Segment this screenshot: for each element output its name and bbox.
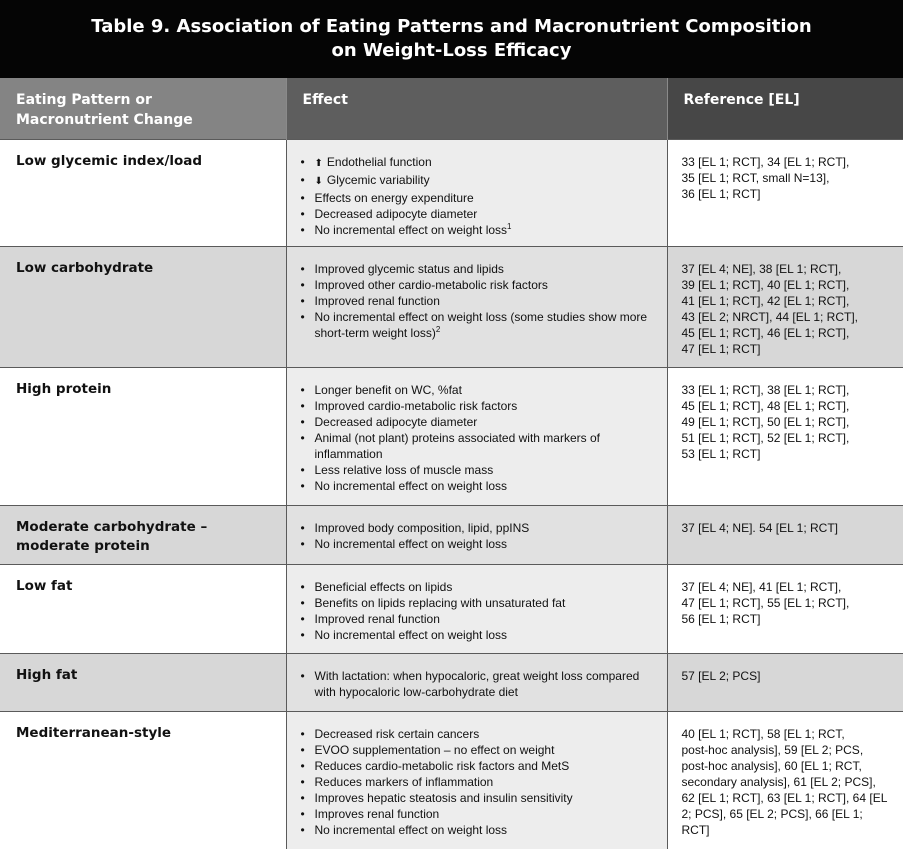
effect-item — [301, 520, 655, 536]
effect-text: Effects on energy expenditure — [314, 191, 474, 205]
effect-list — [301, 154, 655, 238]
reference-cell — [667, 654, 903, 712]
effect-cell — [286, 506, 667, 565]
effect-text: Reduces markers of inflammation — [314, 775, 494, 789]
reference-line: 62 [EL 1; RCT], 63 [EL 1; RCT], 64 [EL — [681, 791, 888, 805]
effect-item — [301, 758, 655, 774]
effect-text: Decreased risk certain cancers — [314, 727, 480, 741]
effect-item — [301, 726, 655, 742]
effect-text: Improved other cardio-metabolic risk factors — [314, 278, 548, 292]
effect-list — [301, 261, 655, 341]
eating-pattern-cell: Mediterranean-style — [0, 712, 286, 849]
reference-cell — [667, 506, 903, 565]
header-eating-pattern-line-2: Macronutrient Change — [16, 112, 193, 128]
effect-text: No incremental effect on weight loss (some studies show more short-term weight loss) — [314, 310, 648, 340]
effect-text: No incremental effect on weight loss — [314, 223, 508, 237]
reference-line: 36 [EL 1; RCT] — [681, 187, 761, 201]
table-row — [0, 247, 903, 368]
reference-line: 35 [EL 1; RCT, small N=13], — [681, 171, 830, 185]
effect-item — [301, 627, 655, 643]
arrow-up-icon: ⬆ — [314, 158, 323, 169]
effect-text: Improved glycemic status and lipids — [314, 262, 504, 276]
reference-line: 33 [EL 1; RCT], 38 [EL 1; RCT], — [681, 383, 850, 397]
effect-item — [301, 172, 655, 190]
effect-item — [301, 536, 655, 552]
effect-item — [301, 822, 655, 838]
effect-text: Improves hepatic steatosis and insulin sensitivity — [314, 791, 573, 805]
table-title-line-2: on Weight-Loss Efficacy — [331, 40, 572, 61]
table-row — [0, 506, 903, 565]
table-row — [0, 712, 903, 849]
effect-cell — [286, 247, 667, 368]
effect-item — [301, 462, 655, 478]
reference-line: 37 [EL 4; NE], 41 [EL 1; RCT], — [681, 580, 842, 594]
reference-line: post-hoc analysis], 60 [EL 1; RCT, — [681, 759, 862, 773]
effect-item — [301, 222, 655, 238]
effect-item — [301, 154, 655, 172]
effect-item — [301, 611, 655, 627]
effect-item — [301, 382, 655, 398]
effect-item — [301, 790, 655, 806]
table-row — [0, 565, 903, 654]
effect-text: No incremental effect on weight loss — [314, 537, 508, 551]
header-effect: Effect — [286, 78, 667, 140]
effect-text: Benefits on lipids replacing with unsaturated fat — [314, 596, 566, 610]
reference-line: 39 [EL 1; RCT], 40 [EL 1; RCT], — [681, 278, 850, 292]
reference-line: 41 [EL 1; RCT], 42 [EL 1; RCT], — [681, 294, 850, 308]
reference-cell — [667, 247, 903, 368]
effect-cell — [286, 654, 667, 712]
reference-line: 51 [EL 1; RCT], 52 [EL 1; RCT], — [681, 431, 850, 445]
effect-text: Decreased adipocyte diameter — [314, 415, 478, 429]
reference-line: 37 [EL 4; NE]. 54 [EL 1; RCT] — [681, 521, 839, 535]
effect-cell — [286, 140, 667, 247]
effect-list — [301, 668, 655, 700]
effect-text: No incremental effect on weight loss — [314, 479, 508, 493]
header-eating-pattern — [0, 78, 286, 140]
effect-cell — [286, 368, 667, 506]
effect-text: No incremental effect on weight loss — [314, 628, 508, 642]
reference-line: post-hoc analysis], 59 [EL 2; PCS, — [681, 743, 864, 757]
reference-line: 33 [EL 1; RCT], 34 [EL 1; RCT], — [681, 155, 850, 169]
effect-item — [301, 478, 655, 494]
reference-line: 47 [EL 1; RCT], 55 [EL 1; RCT], — [681, 596, 850, 610]
effect-item — [301, 430, 655, 462]
header-row — [0, 78, 903, 140]
eating-patterns-table — [0, 78, 903, 849]
effect-item — [301, 293, 655, 309]
effect-text: Endothelial function — [326, 155, 432, 169]
effect-text: Reduces cardio-metabolic risk factors and MetS — [314, 759, 570, 773]
footnote-marker: 1 — [507, 222, 512, 231]
effect-text: Improved cardio-metabolic risk factors — [314, 399, 518, 413]
eating-pattern-cell: High protein — [0, 368, 286, 506]
reference-line: 45 [EL 1; RCT], 48 [EL 1; RCT], — [681, 399, 850, 413]
reference-cell — [667, 140, 903, 247]
eating-pattern-cell: High fat — [0, 654, 286, 712]
table-title-line-1: Table 9. Association of Eating Patterns and Macronutrient Composition — [91, 16, 812, 37]
effect-text: With lactation: when hypocaloric, great weight loss compared with hypocaloric low-carbohydrate diet — [314, 669, 640, 699]
reference-line: 43 [EL 2; NRCT], 44 [EL 1; RCT], — [681, 310, 859, 324]
reference-line: 45 [EL 1; RCT], 46 [EL 1; RCT], — [681, 326, 850, 340]
effect-text: Improved renal function — [314, 294, 440, 308]
effect-text: Improved body composition, lipid, ppINS — [314, 521, 530, 535]
effect-text: Longer benefit on WC, %fat — [314, 383, 462, 397]
effect-text: Beneficial effects on lipids — [314, 580, 453, 594]
reference-line: 56 [EL 1; RCT] — [681, 612, 761, 626]
effect-text: Decreased adipocyte diameter — [314, 207, 478, 221]
effect-item — [301, 309, 655, 341]
effect-list — [301, 520, 655, 552]
reference-line: 2; PCS], 65 [EL 2; PCS], 66 [EL 1; RCT] — [681, 807, 863, 837]
eating-pattern-cell: Low glycemic index/load — [0, 140, 286, 247]
effect-item — [301, 277, 655, 293]
reference-cell — [667, 368, 903, 506]
effect-item — [301, 206, 655, 222]
effect-text: EVOO supplementation – no effect on weight — [314, 743, 555, 757]
effect-item — [301, 398, 655, 414]
reference-line: 37 [EL 4; NE], 38 [EL 1; RCT], — [681, 262, 842, 276]
table-row — [0, 140, 903, 247]
effect-list — [301, 726, 655, 838]
effect-text: Less relative loss of muscle mass — [314, 463, 494, 477]
effect-item — [301, 774, 655, 790]
effect-cell — [286, 712, 667, 849]
header-eating-pattern-line-1: Eating Pattern or — [16, 92, 152, 108]
effect-list — [301, 382, 655, 494]
effect-item — [301, 742, 655, 758]
reference-line: secondary analysis], 61 [EL 2; PCS], — [681, 775, 876, 789]
effect-item — [301, 190, 655, 206]
table-row — [0, 368, 903, 506]
footnote-marker: 2 — [435, 325, 441, 334]
effect-text: Improves renal function — [314, 807, 440, 821]
arrow-down-icon: ⬇ — [314, 176, 323, 187]
effect-list — [301, 579, 655, 643]
reference-line: 40 [EL 1; RCT], 58 [EL 1; RCT, — [681, 727, 845, 741]
effect-text: Glycemic variability — [326, 173, 430, 187]
eating-pattern-cell: Moderate carbohydrate – moderate protein — [0, 506, 286, 565]
reference-line: 47 [EL 1; RCT] — [681, 342, 761, 356]
effect-item — [301, 261, 655, 277]
eating-pattern-cell: Low carbohydrate — [0, 247, 286, 368]
table-title — [0, 0, 903, 78]
header-reference: Reference [EL] — [667, 78, 903, 140]
effect-text: No incremental effect on weight loss — [314, 823, 508, 837]
reference-line: 49 [EL 1; RCT], 50 [EL 1; RCT], — [681, 415, 850, 429]
effect-item — [301, 806, 655, 822]
effect-item — [301, 595, 655, 611]
reference-line: 57 [EL 2; PCS] — [681, 669, 761, 683]
effect-item — [301, 414, 655, 430]
reference-line: 53 [EL 1; RCT] — [681, 447, 761, 461]
eating-pattern-cell: Low fat — [0, 565, 286, 654]
reference-cell — [667, 712, 903, 849]
effect-item — [301, 579, 655, 595]
effect-text: Improved renal function — [314, 612, 440, 626]
reference-cell — [667, 565, 903, 654]
effect-text: Animal (not plant) proteins associated with markers of inflammation — [314, 431, 600, 461]
effect-item — [301, 668, 655, 700]
table-row — [0, 654, 903, 712]
effect-cell — [286, 565, 667, 654]
